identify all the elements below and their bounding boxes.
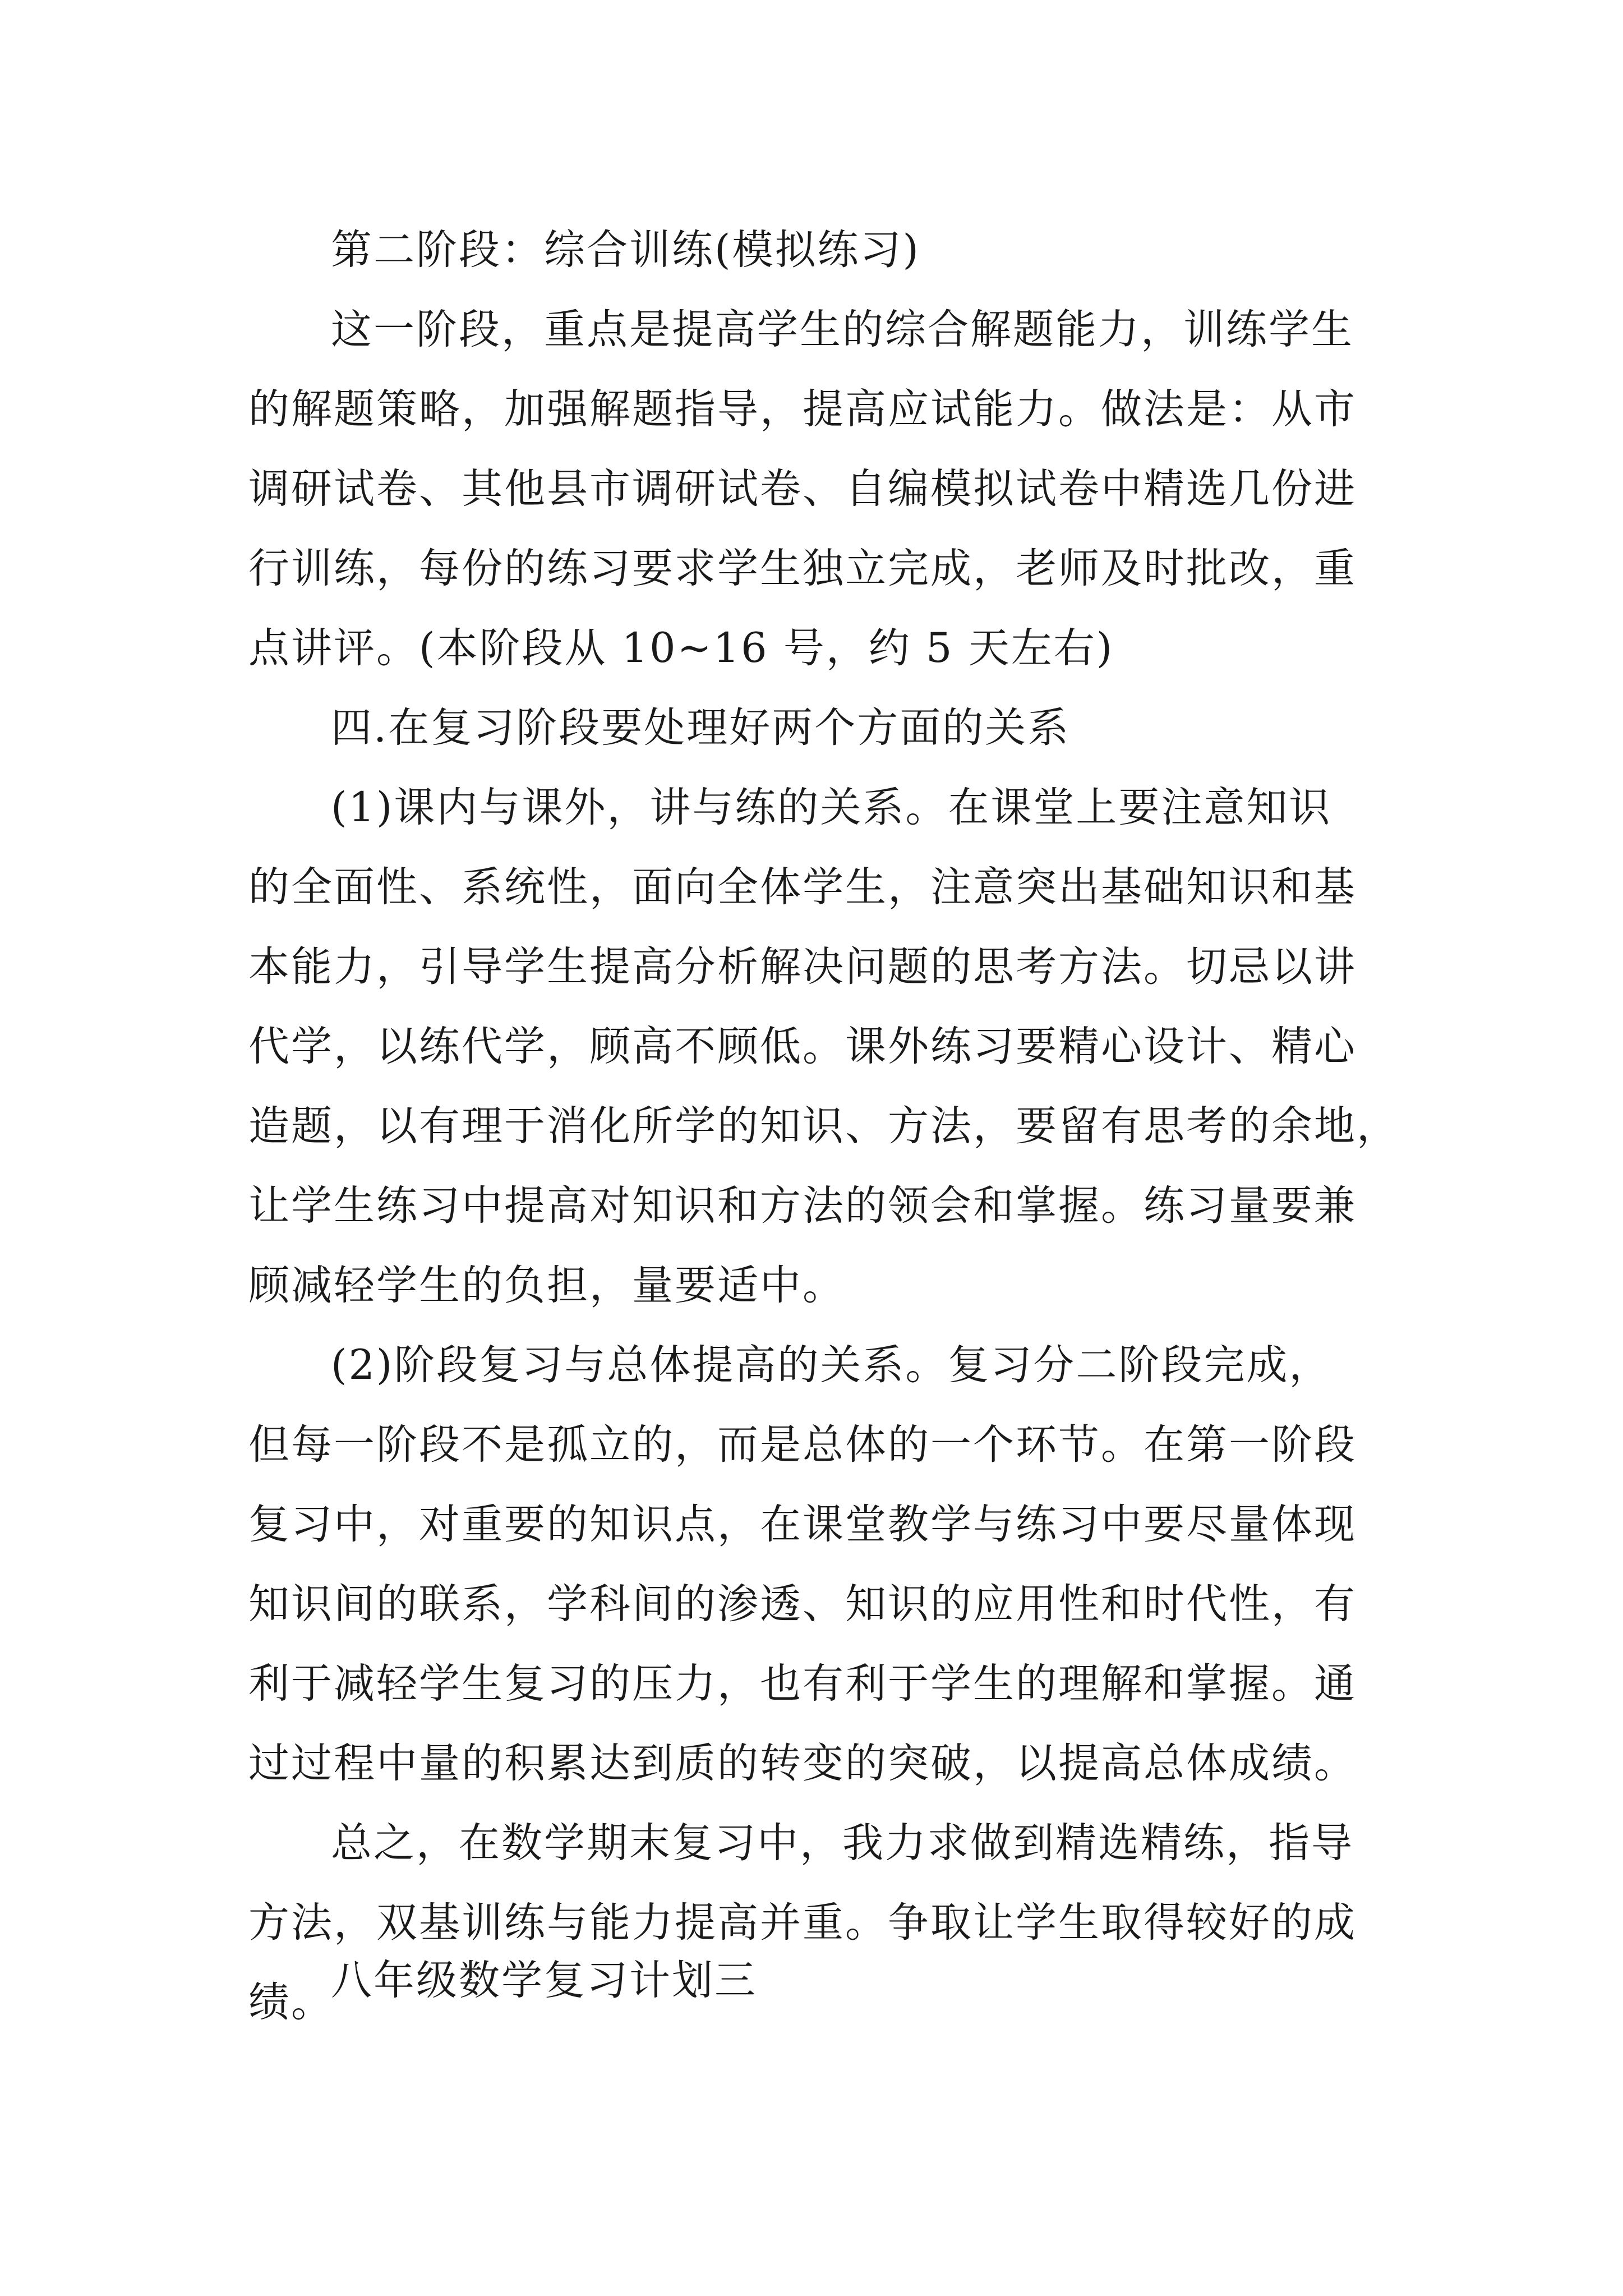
paragraph-line: 的全面性、系统性，面向全体学生，注意突出基础知识和基 xyxy=(248,863,1357,911)
paragraph-line: 行训练，每份的练习要求学生独立完成，老师及时批改，重 xyxy=(248,545,1357,592)
paragraph-line: 复习中，对重要的知识点，在课堂教学与练习中要尽量体现 xyxy=(248,1501,1357,1548)
paragraph-line: 但每一阶段不是孤立的，而是总体的一个环节。在第一阶段 xyxy=(248,1421,1357,1469)
paragraph-line: 总之，在数学期末复习中，我力求做到精选精练，指导 xyxy=(331,1819,1354,1867)
section-title-plan-three: 八年级数学复习计划三 xyxy=(331,1957,757,2004)
paragraph-line: 顾减轻学生的负担，量要适中。 xyxy=(248,1262,845,1309)
paragraph-line: 过过程中量的积累达到质的转变的突破，以提高总体成绩。 xyxy=(248,1740,1357,1787)
paragraph-line: 造题，以有理于消化所学的知识、方法，要留有思考的余地， xyxy=(248,1102,1399,1150)
paragraph-line: 的解题策略，加强解题指导，提高应试能力。做法是：从市 xyxy=(248,385,1357,433)
paragraph-line: 让学生练习中提高对知识和方法的领会和掌握。练习量要兼 xyxy=(248,1182,1357,1230)
paragraph-line: (1)课内与课外，讲与练的关系。在课堂上要注意知识 xyxy=(331,784,1332,831)
section-heading-stage-two: 第二阶段：综合训练(模拟练习) xyxy=(331,226,920,274)
paragraph-line: 代学，以练代学，顾高不顾低。课外练习要精心设计、精心 xyxy=(248,1023,1357,1070)
paragraph-line: 本能力，引导学生提高分析解决问题的思考方法。切忌以讲 xyxy=(248,943,1357,991)
paragraph-line: (2)阶段复习与总体提高的关系。复习分二阶段完成， xyxy=(331,1341,1332,1389)
section-heading-four: 四.在复习阶段要处理好两个方面的关系 xyxy=(331,704,1071,752)
paragraph-line: 利于减轻学生复习的压力，也有利于学生的理解和掌握。通 xyxy=(248,1660,1357,1708)
paragraph-line: 点讲评。(本阶段从 10~16 号，约 5 天左右) xyxy=(248,624,1114,672)
paragraph-line: 这一阶段，重点是提高学生的综合解题能力，训练学生 xyxy=(331,306,1354,353)
paragraph-line: 绩。 xyxy=(248,1978,334,2026)
paragraph-line: 方法，双基训练与能力提高并重。争取让学生取得较好的成 xyxy=(248,1899,1357,1947)
paragraph-line: 调研试卷、其他县市调研试卷、自编模拟试卷中精选几份进 xyxy=(248,465,1357,513)
document-body xyxy=(248,210,1399,2042)
paragraph-line: 知识间的联系，学科间的渗透、知识的应用性和时代性，有 xyxy=(248,1580,1357,1628)
